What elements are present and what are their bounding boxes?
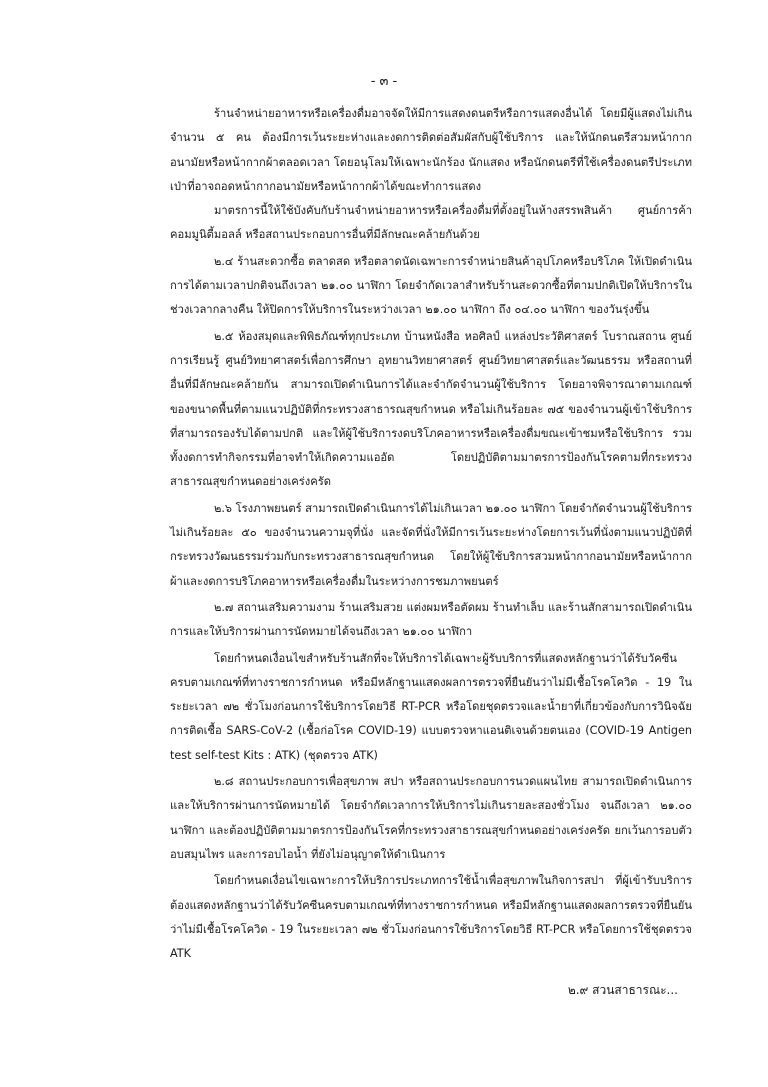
paragraph-tattoo-conditions: โดยกำหนดเงื่อนไขสำหรับร้านสักที่จะให้บริการได้เฉพาะผู้รับบริการที่แสดงหลักฐานว่าได้รับวัคซีนครบตามเกณฑ์ที่ทางราชการกำหนด หรือมีหลักฐานแสดงผลการตรวจที่ยืนยันว่าไม่มีเชื้อโรคโควิด - 19 ในระยะเวลา ๗๒ ชั่วโมงก่อนการใช้บริการโดยวิธี RT-PCR หรือโดยชุดตรวจและน้ำยาที่เกี่ยวข้องกับการวินิจฉัยการติดเชื้อ SARS-CoV-2 (เชื้อก่อโรค COVID-19) แบบตรวจหาแอนติเจนด้วยตนเอง (COVID-19 Antigen test self-test Kits : ATK) (ชุดตรวจ ATK) (170, 651, 692, 762)
paragraph-2-8-spa-massage: ๒.๘ สถานประกอบการเพื่อสุขภาพ สปา หรือสถานประกอบการนวดแผนไทย สามารถเปิดดำเนินการและให้บริการผ่านการนัดหมายได้ โดยจำกัดเวลาการให้บริการไม่เกินรายละสองชั่วโมง จนถึงเวลา ๒๑.๐๐ นาฬิกา และต้องปฏิบัติตามมาตรการป้องกันโรคที่กระทรวงสาธารณสุขกำหนดอย่างเคร่งครัด ยกเว้นการอบตัว อบสมุนไพร และการอบไอน้ำ ที่ยังไม่อนุญาตให้ดำเนินการ (170, 775, 692, 861)
document-body (170, 102, 692, 966)
paragraph-2-6-cinemas: ๒.๖ โรงภาพยนตร์ สามารถเปิดดำเนินการได้ไม่เกินเวลา ๒๑.๐๐ นาฬิกา โดยจำกัดจำนวนผู้ใช้บริการไม่เกินร้อยละ ๕๐ ของจำนวนความจุที่นั่ง และจัดที่นั่งให้มีการเว้นระยะห่างโดยการเว้นที่นั่งตามแนวปฏิบัติที่กระทรวงวัฒนธรรมร่วมกับกระทรวงสาธารณสุขกำหนด โดยให้ผู้ใช้บริการสวมหน้ากากอนามัยหรือหน้ากากผ้าและงดการบริโภคอาหารหรือเครื่องดื่มในระหว่างการชมภาพยนตร์ (170, 501, 692, 588)
paragraph-2-5-libraries-museums: ๒.๕ ห้องสมุดและพิพิธภัณฑ์ทุกประเภท บ้านหนังสือ หอศิลป์ แหล่งประวัติศาสตร์ โบราณสถาน ศูนย์การเรียนรู้ ศูนย์วิทยาศาสตร์เพื่อการศึกษา อุทยานวิทยาศาสตร์ ศูนย์วิทยาศาสตร์และวัฒนธรรม หรือสถานที่อื่นที่มีลักษณะคล้ายกัน สามารถเปิดดำเนินการได้และจำกัดจำนวนผู้ใช้บริการ โดยอาจพิจารณาตามเกณฑ์ของขนาดพื้นที่ตามแนวปฏิบัติที่กระทรวงสาธารณสุขกำหนด หรือไม่เกินร้อยละ ๗๕ ของจำนวนผู้เข้าใช้บริการที่สามารถรองรับได้ตามปกติ และให้ผู้ใช้บริการงดบริโภคอาหารหรือเครื่องดื่มขณะเข้าชมหรือใช้บริการ รวมทั้งงดการทำกิจกรรมที่อาจทำให้เกิดความแออัด โดยปฏิบัติตามมาตรการป้องกันโรคตามที่กระทรวงสาธารณสุขกำหนดอย่างเคร่งครัด (170, 329, 692, 489)
paragraph-2-4-convenience-stores: ๒.๔ ร้านสะดวกซื้อ ตลาดสด หรือตลาดนัดเฉพาะการจำหน่ายสินค้าอุปโภคหรือบริโภค ให้เปิดดำเนินการได้ตามเวลาปกติจนถึงเวลา ๒๑.๐๐ นาฬิกา โดยจำกัดเวลาสำหรับร้านสะดวกซื้อที่ตามปกติเปิดให้บริการในช่วงเวลากลางคืน ให้ปิดการให้บริการในระหว่างเวลา ๒๑.๐๐ นาฬิกา ถึง ๐๔.๐๐ นาฬิกา ของวันรุ่งขึ้น (170, 254, 692, 317)
continuation-marker: ๒.๙ สวนสาธารณะ... (567, 983, 678, 997)
page-number: - ๓ - (370, 74, 398, 89)
paragraph-spa-water-conditions: โดยกำหนดเงื่อนไขเฉพาะการให้บริการประเภทการใช้น้ำเพื่อสุขภาพในกิจการสปา ที่ผู้เข้ารับบริการต้องแสดงหลักฐานว่าได้รับวัคซีนครบตามเกณฑ์ที่ทางราชการกำหนด หรือมีหลักฐานแสดงผลการตรวจที่ยืนยันว่าไม่มีเชื้อโรคโควิด - 19 ในระยะเวลา ๗๒ ชั่วโมงก่อนการใช้บริการโดยวิธี RT-PCR หรือโดยการใช้ชุดตรวจ ATK (170, 874, 692, 961)
paragraph-2-7-beauty-salons: ๒.๗ สถานเสริมความงาม ร้านเสริมสวย แต่งผมหรือตัดผม ร้านทำเล็บ และร้านสักสามารถเปิดดำเนินการและให้บริการผ่านการนัดหมายได้จนถึงเวลา ๒๑.๐๐ นาฬิกา (170, 600, 692, 639)
paragraph-mall-scope: มาตรการนี้ให้ใช้บังคับกับร้านจำหน่ายอาหารหรือเครื่องดื่มที่ตั้งอยู่ในห้างสรรพสินค้า ศูนย์การค้า คอมมูนิตี้มอลล์ หรือสถานประกอบการอื่นที่มีลักษณะคล้ายกันด้วย (170, 204, 692, 242)
paragraph-food-shop-performances: ร้านจำหน่ายอาหารหรือเครื่องดื่มอาจจัดให้มีการแสดงดนตรีหรือการแสดงอื่นได้ โดยมีผู้แสดงไม่เกินจำนวน ๕ คน ต้องมีการเว้นระยะห่างและงดการติดต่อสัมผัสกับผู้ใช้บริการ และให้นักดนตรีสวมหน้ากากอนามัยหรือหน้ากากผ้าตลอดเวลา โดยอนุโลมให้เฉพาะนักร้อง นักแสดง หรือนักดนตรีที่ใช้เครื่องดนตรีประเภทเป่าที่อาจถอดหน้ากากอนามัยหรือหน้ากากผ้าได้ขณะทำการแสดง (170, 107, 692, 193)
